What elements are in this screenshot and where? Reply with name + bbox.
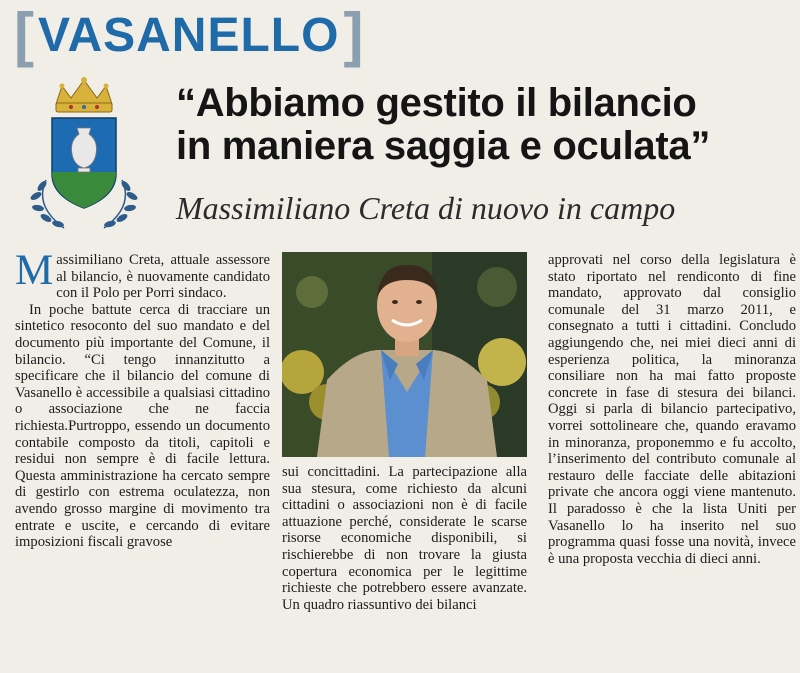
headline-line-1: “Abbiamo gestito il bilancio [176, 81, 697, 125]
headline [176, 82, 796, 168]
article-paragraph-3: sui concittadini. La partecipazione alla sua stesura, come richiesto da alcuni cittadini o associazioni non è di facile attuazione perché, considerate le scarse risorse economiche disponibili, si rischierebbe di non trovare la giusta copertura economica per le legittime richieste che potrebbero essere avanzate. Un quadro riassuntivo dei bilanci [282, 464, 527, 613]
subheadline: Massimiliano Creta di nuovo in campo [176, 190, 676, 226]
article-paragraph-1-text: assimiliano Creta, attuale assessore al bilancio, è nuovamente candidato con il Polo per Porri sindaco. [56, 252, 270, 302]
article-paragraph-1 [15, 247, 270, 302]
section-masthead [14, 1, 364, 68]
article-paragraph-2: In poche battute cerca di tracciare un sintetico resoconto del suo mandato e del documento più importante del Comune, il bilancio. “Ci tengo innanzitutto a specificare che il bilancio del comune di Vasanello è accessibile a qualsiasi cittadino o associazione che ne faccia richiesta.Purtroppo, essendo un documento contabile composto da titoli, capitoli e residui non sempre è di facile lettura. Questa amministrazione ha cercato sempre di gestirlo con estrema oculatezza, non avendo grosso margine di movimento tra entrate e uscite, e cercando di evitare imposizioni fiscali gravose [15, 301, 270, 551]
masthead-town-name: VASANELLO [37, 8, 340, 62]
article-column-2 [282, 464, 527, 613]
masthead-bracket-close: ] [343, 1, 364, 68]
headline-line-2: in maniera saggia e oculata” [176, 124, 711, 168]
article-column-3 [548, 252, 796, 567]
masthead-bracket-open: [ [14, 1, 34, 68]
portrait-photo [282, 252, 527, 457]
article-column-1 [15, 247, 270, 551]
dropcap: M [15, 247, 54, 294]
vasanello-coat-of-arms-icon [16, 76, 152, 234]
article-paragraph-4: approvati nel corso della legislatura è stato riportato nel rendiconto di fine mandato, approvato dal consiglio comunale del 31 marzo 2011, e consegnato a tutti i cittadini. Concludo aggiungendo che, nei miei dieci anni di esperienza politica, la minoranza consiliare non ha mai fatto proposte concrete in fase di stesura dei bilanci. Oggi si parla di bilancio partecipativo, vorrei sottolineare che, quando eravamo in minoranza, proponemmo e fu accolto, l’inserimento del contributo comunale al restauro delle facciate delle abitazioni private che ancora oggi viene mantenuto. Il paradosso è che la lista Uniti per Vasanello lo ha inserito nel suo programma quasi fosse una novità, invece è una proposta vecchia di dieci anni. [548, 252, 796, 567]
